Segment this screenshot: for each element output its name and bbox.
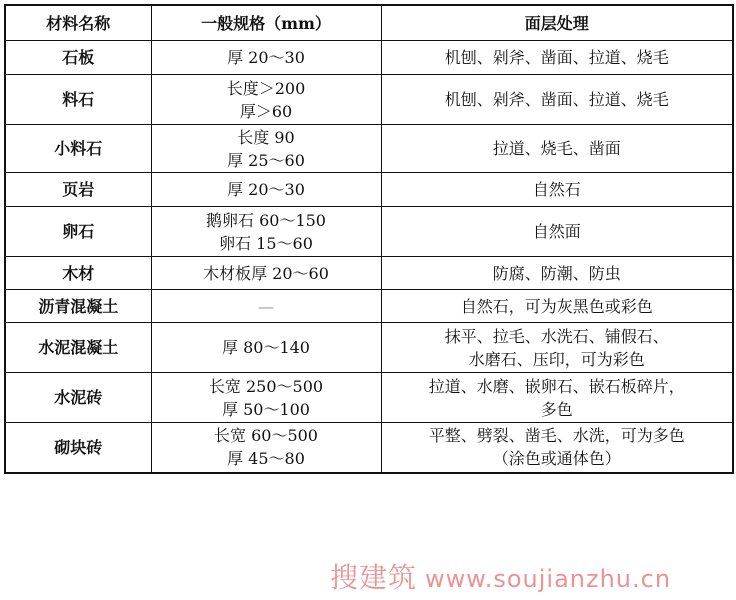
material-name-cell: 料石 xyxy=(5,75,151,125)
table-row xyxy=(5,41,733,75)
table-row xyxy=(5,173,733,207)
site-watermark xyxy=(330,556,671,596)
surface-treatment-cell: 防腐、防潮、防虫 xyxy=(381,257,733,290)
table-row xyxy=(5,290,733,323)
spec-cell: 厚 20～30 xyxy=(151,173,381,207)
table-row xyxy=(5,323,733,373)
material-name-cell: 页岩 xyxy=(5,173,151,207)
material-name-cell: 卵石 xyxy=(5,207,151,257)
table-row xyxy=(5,207,733,257)
spec-cell: 长宽 60～500 厚 45～80 xyxy=(151,423,381,473)
header-surface-treatment: 面层处理 xyxy=(381,5,733,41)
surface-treatment-cell: 拉道、水磨、嵌卵石、嵌石板碎片， 多色 xyxy=(381,373,733,423)
spec-cell: 长度 90 厚 25～60 xyxy=(151,125,381,173)
material-name-cell: 小料石 xyxy=(5,125,151,173)
table-row xyxy=(5,75,733,125)
spec-cell: 鹅卵石 60～150 卵石 15～60 xyxy=(151,207,381,257)
table-row xyxy=(5,423,733,473)
surface-treatment-cell: 机刨、剁斧、凿面、拉道、烧毛 xyxy=(381,75,733,125)
watermark-url: www.soujianzhu.cn xyxy=(425,565,672,593)
surface-treatment-cell: 拉道、烧毛、凿面 xyxy=(381,125,733,173)
spec-cell: 厚 80～140 xyxy=(151,323,381,373)
spec-cell: 长度＞200 厚＞60 xyxy=(151,75,381,125)
table-row xyxy=(5,373,733,423)
material-name-cell: 砌块砖 xyxy=(5,423,151,473)
watermark-cn: 搜建筑 xyxy=(330,561,418,594)
material-name-cell: 木材 xyxy=(5,257,151,290)
surface-treatment-cell: 平整、劈裂、凿毛、水洗，可为多色 （涂色或通体色） xyxy=(381,423,733,473)
header-material-name: 材料名称 xyxy=(5,5,151,41)
spec-cell: 厚 20～30 xyxy=(151,41,381,75)
surface-treatment-cell: 抹平、拉毛、水洗石、铺假石、 水磨石、压印，可为彩色 xyxy=(381,323,733,373)
material-name-cell: 石板 xyxy=(5,41,151,75)
material-name-cell: 水泥混凝土 xyxy=(5,323,151,373)
spec-cell: — xyxy=(151,290,381,323)
table-row xyxy=(5,125,733,173)
spec-cell: 长宽 250～500 厚 50～100 xyxy=(151,373,381,423)
material-name-cell: 沥青混凝土 xyxy=(5,290,151,323)
spec-cell: 木材板厚 20～60 xyxy=(151,257,381,290)
header-general-spec: 一般规格（mm） xyxy=(151,5,381,41)
surface-treatment-cell: 自然面 xyxy=(381,207,733,257)
surface-treatment-cell: 机刨、剁斧、凿面、拉道、烧毛 xyxy=(381,41,733,75)
surface-treatment-cell: 自然石 xyxy=(381,173,733,207)
materials-spec-table xyxy=(4,4,734,474)
table-header-row xyxy=(5,5,733,41)
material-name-cell: 水泥砖 xyxy=(5,373,151,423)
surface-treatment-cell: 自然石，可为灰黑色或彩色 xyxy=(381,290,733,323)
table-row xyxy=(5,257,733,290)
